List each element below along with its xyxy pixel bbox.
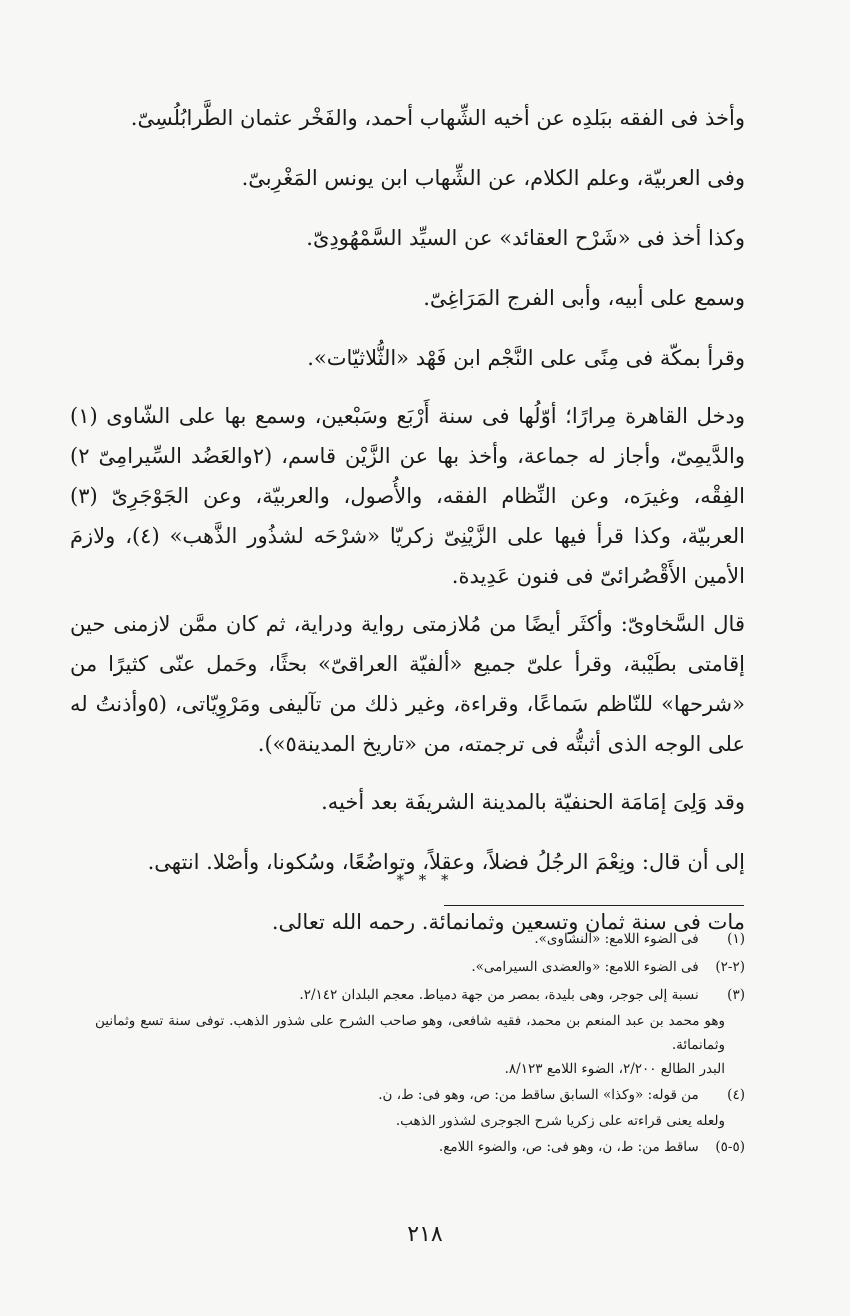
- paragraph-fiqh: وأخذ فى الفقه ببَلدِه عن أخيه الشِّهاب أحمد، والفَخْر عثمان الطَّرابُلُسِىّ.: [130, 106, 745, 130]
- footnote-number: (٢-٢): [715, 959, 745, 975]
- section-separator: * * *: [396, 871, 454, 889]
- paragraph-aqaid: وكذا أخذ فى «شَرْح العقائد» عن السيِّد السَّمْهُودِىّ.: [306, 226, 745, 250]
- footnote-continuation: [95, 1009, 745, 1057]
- footnotes: [95, 925, 745, 1161]
- footnote-text: فى الضوء اللامع: «والعضدى السيرامى».: [471, 959, 699, 975]
- footnote-number: (٥-٥): [715, 1139, 745, 1155]
- paragraph-praise: إلى أن قال: ونِعْمَ الرجُلُ فضلاً، وعقلاً، وتواضُعًا، وسُكونا، وأصْلا. انتهى.: [147, 850, 745, 874]
- footnote: [95, 953, 745, 981]
- footnote-text: فى الضوء اللامع: «النشاوى».: [534, 931, 699, 947]
- footnote-number: (٣): [727, 987, 745, 1003]
- footnote-number: (١): [727, 931, 745, 947]
- footnote-divider: [444, 905, 744, 906]
- footnote-text: وهو محمد بن عبد المنعم بن محمد، فقيه شافعى، وهو صاحب الشرح على شذور الذهب. توفى سنة تسع وثمانين وثمانمائة.: [95, 1013, 725, 1053]
- paragraph-sakhawi: قال السَّخاوىّ: وأكثَر أيضًا من مُلازمتى رواية ودراية، ثم كان ممَّن لازمنى حين إقامتى بطَيْبة، وقرأ علىّ جميع «ألفيّة العراقىّ» بحثًا، وحَمل عنّى كثيرًا من «شرحها» للنّاظم سَماعًا، وقراءة، وغير ذلك من تآليفى ومَرْوِيّاتى، (٥وأذنتُ له على الوجه الذى أثبتُّه فى ترجمته، من «تاريخ المدينة٥»).: [70, 612, 746, 756]
- footnote-text: البدر الطالع ٢/٢٠٠، الضوء اللامع ٨/١٢٣.: [504, 1061, 725, 1077]
- footnote-text: من قوله: «وكذا» السابق ساقط من: ص، وهو فى: ط، ن.: [378, 1087, 699, 1103]
- footnote: [95, 1133, 745, 1161]
- footnote-text: نسبة إلى جوجر، وهى بليدة، بمصر من جهة دمياط. معجم البلدان ٢/١٤٢.: [299, 987, 699, 1003]
- paragraph-death: مات فى سنة ثمان وتسعين وثمانمائة. رحمه الله تعالى.: [271, 910, 745, 934]
- footnote: [95, 925, 745, 953]
- footnote-number: (٤): [727, 1087, 745, 1103]
- main-text: [70, 88, 745, 952]
- paragraph-arabic: وفى العربيّة، وعلم الكلام، عن الشِّهاب ابن يونس المَغْرِبىّ.: [241, 166, 745, 190]
- page-number: ٢١٨: [407, 1222, 443, 1247]
- footnote: [95, 981, 745, 1009]
- footnote-continuation: [95, 1109, 745, 1133]
- footnote: [95, 1081, 745, 1109]
- paragraph-imamah: وقد وَلِىَ إمَامَة الحنفيّة بالمدينة الشريفَة بعد أخيه.: [321, 790, 745, 814]
- footnote-text: ساقط من: ط، ن، وهو فى: ص، والضوء اللامع.: [438, 1139, 699, 1155]
- paragraph-makkah: وقرأ بمكّة فى مِنًى على النَّجْم ابن فَهْد «الثُّلاثيّات».: [307, 346, 745, 370]
- paragraph-sama: وسمع على أبيه، وأبى الفرج المَرَاغِىّ.: [423, 286, 745, 310]
- footnote-continuation: [95, 1057, 745, 1081]
- footnote-text: ولعله يعنى قراءته على زكريا شرح الجوجرى لشذور الذهب.: [395, 1113, 725, 1129]
- paragraph-cairo: ودخل القاهرة مِرارًا؛ أوّلُها فى سنة أَرْبَع وسَبْعين، وسمع بها على الشّاوى (١) والدَّيمِىّ، وأجاز له جماعة، وأخذ بها عن الزَّيْن قاسم، (٢والعَضُد السِّيرامِىّ ٢) الفِقْه، وغيرَه، وعن النِّظام الفقه، والأُصول، والعربيّة، وعن الجَوْجَرِىّ (٣) العربيّة، وكذا قرأ فيها على الزَّيْنِىّ زكريّا «شرْحَه لشذُور الذَّهب» (٤)، ولازمَ الأمين الأَقْصُرائىّ فى فنون عَدِيدة.: [70, 404, 745, 588]
